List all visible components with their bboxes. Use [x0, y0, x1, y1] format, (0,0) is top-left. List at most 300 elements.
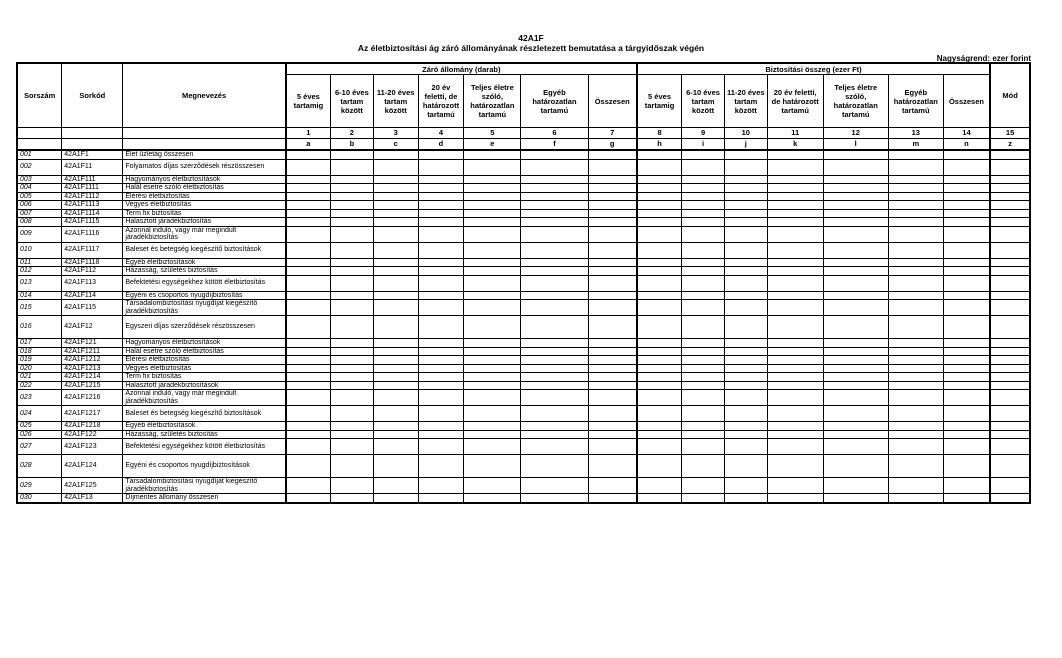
data-cell — [888, 373, 943, 382]
data-cell — [724, 455, 767, 478]
data-cell — [888, 226, 943, 242]
group-header-biztositasi-osszeg: Biztosítási összeg (ezer Ft) — [637, 63, 990, 75]
data-cell — [888, 339, 943, 348]
data-cell — [418, 209, 464, 218]
data-cell — [588, 339, 637, 348]
data-cell — [521, 184, 588, 193]
row-number: 027 — [17, 439, 62, 455]
col-letter: z — [990, 139, 1030, 151]
col-header-allomany-6: Egyéb határozatlan tartamú — [521, 75, 588, 128]
data-cell — [286, 226, 331, 242]
data-cell — [767, 184, 823, 193]
data-cell — [682, 439, 725, 455]
data-cell — [682, 226, 725, 242]
data-cell — [521, 347, 588, 356]
data-cell — [943, 184, 990, 193]
data-cell — [637, 356, 682, 365]
row-name: Elérési életbiztosítás — [123, 356, 286, 365]
data-cell — [637, 150, 682, 159]
data-cell — [286, 478, 331, 494]
data-cell — [888, 192, 943, 201]
row-number: 011 — [17, 258, 62, 267]
data-cell — [286, 339, 331, 348]
data-cell — [373, 300, 418, 316]
data-cell — [724, 439, 767, 455]
row-number: 025 — [17, 422, 62, 431]
data-cell — [990, 275, 1030, 291]
table-row — [17, 478, 1030, 494]
data-cell — [521, 300, 588, 316]
row-code: 42A1F1111 — [62, 184, 123, 193]
row-name: Halasztott járadékbiztosítás — [123, 218, 286, 227]
row-code: 42A1F1216 — [62, 390, 123, 406]
data-cell — [943, 364, 990, 373]
data-cell — [767, 218, 823, 227]
table-row — [17, 201, 1030, 210]
table-row — [17, 267, 1030, 276]
data-cell — [767, 381, 823, 390]
col-header-osszeg-3: 11-20 éves tartam között — [724, 75, 767, 128]
data-cell — [637, 175, 682, 184]
data-cell — [373, 258, 418, 267]
data-cell — [888, 275, 943, 291]
row-number: 009 — [17, 226, 62, 242]
data-cell — [418, 267, 464, 276]
data-cell — [767, 316, 823, 339]
row-name: Befektetési egységekhez kötött életbiztosítás — [123, 439, 286, 455]
data-cell — [331, 291, 374, 300]
data-cell — [943, 150, 990, 159]
data-cell — [767, 422, 823, 431]
col-letter: f — [521, 139, 588, 151]
col-header-allomany-3: 11-20 éves tartam között — [373, 75, 418, 128]
col-letter: i — [682, 139, 725, 151]
data-cell — [418, 242, 464, 258]
data-cell — [823, 494, 888, 503]
row-number: 012 — [17, 267, 62, 276]
data-cell — [286, 390, 331, 406]
data-cell — [418, 430, 464, 439]
data-cell — [682, 209, 725, 218]
table-row — [17, 430, 1030, 439]
col-letter: a — [286, 139, 331, 151]
data-cell — [588, 275, 637, 291]
data-cell — [767, 159, 823, 175]
data-cell — [823, 275, 888, 291]
data-cell — [418, 494, 464, 503]
data-cell — [521, 439, 588, 455]
data-cell — [724, 390, 767, 406]
data-cell — [888, 347, 943, 356]
data-cell — [637, 430, 682, 439]
header-spacer-cell — [123, 128, 286, 139]
data-cell — [823, 422, 888, 431]
data-cell — [331, 267, 374, 276]
data-cell — [767, 150, 823, 159]
data-cell — [464, 381, 521, 390]
data-cell — [286, 439, 331, 455]
table-row — [17, 364, 1030, 373]
table-row — [17, 226, 1030, 242]
data-cell — [521, 422, 588, 431]
row-name: Egyéb életbiztosítások — [123, 422, 286, 431]
data-cell — [418, 364, 464, 373]
data-cell — [331, 390, 374, 406]
data-cell — [724, 175, 767, 184]
data-cell — [373, 201, 418, 210]
row-name: Egyéni és csoportos nyugdíjbiztosítás — [123, 291, 286, 300]
data-cell — [521, 150, 588, 159]
data-cell — [331, 192, 374, 201]
table-row — [17, 159, 1030, 175]
data-cell — [767, 406, 823, 422]
data-cell — [521, 455, 588, 478]
col-header-mod: Mód — [990, 63, 1030, 128]
data-cell — [990, 300, 1030, 316]
data-cell — [637, 218, 682, 227]
data-cell — [943, 175, 990, 184]
data-cell — [823, 291, 888, 300]
data-cell — [990, 316, 1030, 339]
data-cell — [767, 226, 823, 242]
data-cell — [588, 226, 637, 242]
col-header-allomany-2: 6-10 éves tartam között — [331, 75, 374, 128]
data-cell — [521, 356, 588, 365]
data-cell — [823, 258, 888, 267]
row-number: 028 — [17, 455, 62, 478]
table-row — [17, 150, 1030, 159]
data-cell — [943, 356, 990, 365]
row-name: Baleset és betegség kiegészítő biztosítások — [123, 406, 286, 422]
table-row — [17, 184, 1030, 193]
data-cell — [418, 159, 464, 175]
col-letter: g — [588, 139, 637, 151]
data-cell — [724, 494, 767, 503]
data-cell — [521, 258, 588, 267]
data-cell — [588, 300, 637, 316]
row-code: 42A1F123 — [62, 439, 123, 455]
data-cell — [588, 184, 637, 193]
data-cell — [464, 275, 521, 291]
data-cell — [943, 494, 990, 503]
col-header-allomany-4: 20 év feletti, de határozott tartamú — [418, 75, 464, 128]
data-cell — [767, 339, 823, 348]
data-cell — [331, 258, 374, 267]
data-cell — [990, 373, 1030, 382]
row-code: 42A1F12 — [62, 316, 123, 339]
col-number: 12 — [823, 128, 888, 139]
col-number: 10 — [724, 128, 767, 139]
data-cell — [331, 300, 374, 316]
data-cell — [943, 258, 990, 267]
header-spacer-cell — [62, 139, 123, 151]
data-cell — [418, 478, 464, 494]
data-cell — [990, 339, 1030, 348]
data-cell — [637, 184, 682, 193]
data-cell — [521, 316, 588, 339]
data-cell — [331, 356, 374, 365]
data-cell — [990, 406, 1030, 422]
data-cell — [286, 316, 331, 339]
data-cell — [331, 184, 374, 193]
data-cell — [943, 406, 990, 422]
data-cell — [373, 192, 418, 201]
data-cell — [373, 242, 418, 258]
data-cell — [767, 192, 823, 201]
data-cell — [823, 390, 888, 406]
data-cell — [637, 267, 682, 276]
data-cell — [521, 201, 588, 210]
data-cell — [637, 381, 682, 390]
data-cell — [888, 390, 943, 406]
data-cell — [823, 406, 888, 422]
data-cell — [990, 494, 1030, 503]
data-cell — [464, 291, 521, 300]
data-cell — [823, 242, 888, 258]
data-cell — [331, 381, 374, 390]
data-cell — [724, 300, 767, 316]
table-row — [17, 258, 1030, 267]
data-cell — [418, 339, 464, 348]
data-cell — [464, 184, 521, 193]
data-cell — [682, 159, 725, 175]
data-cell — [286, 291, 331, 300]
data-cell — [286, 381, 331, 390]
table-row — [17, 175, 1030, 184]
data-cell — [637, 494, 682, 503]
header-spacer-cell — [62, 128, 123, 139]
data-cell — [823, 150, 888, 159]
data-cell — [823, 209, 888, 218]
data-cell — [464, 159, 521, 175]
data-cell — [521, 267, 588, 276]
col-letter: k — [767, 139, 823, 151]
data-cell — [724, 347, 767, 356]
data-cell — [286, 209, 331, 218]
data-cell — [373, 381, 418, 390]
row-number: 030 — [17, 494, 62, 503]
data-cell — [588, 494, 637, 503]
data-cell — [823, 316, 888, 339]
data-cell — [418, 150, 464, 159]
data-cell — [331, 373, 374, 382]
data-cell — [888, 175, 943, 184]
data-cell — [521, 242, 588, 258]
col-header-osszeg-6: Egyéb határozatlan tartamú — [888, 75, 943, 128]
data-cell — [418, 316, 464, 339]
data-cell — [682, 494, 725, 503]
data-cell — [990, 267, 1030, 276]
col-letter: d — [418, 139, 464, 151]
data-cell — [588, 242, 637, 258]
row-name: Társadalombiztosítási nyugdíjat kiegészítő járadékbiztosítás — [123, 300, 286, 316]
data-cell — [724, 226, 767, 242]
col-number: 2 — [331, 128, 374, 139]
row-name: Hagyományos életbiztosítások — [123, 175, 286, 184]
data-cell — [331, 455, 374, 478]
data-cell — [943, 300, 990, 316]
data-cell — [682, 381, 725, 390]
data-cell — [724, 373, 767, 382]
data-cell — [464, 406, 521, 422]
col-number: 11 — [767, 128, 823, 139]
row-code: 42A1F1211 — [62, 347, 123, 356]
data-cell — [418, 381, 464, 390]
row-code: 42A1F1217 — [62, 406, 123, 422]
data-cell — [464, 175, 521, 184]
data-cell — [464, 192, 521, 201]
data-cell — [943, 275, 990, 291]
data-cell — [373, 439, 418, 455]
data-cell — [464, 242, 521, 258]
row-number: 019 — [17, 356, 62, 365]
table-row — [17, 356, 1030, 365]
data-cell — [418, 439, 464, 455]
table-row — [17, 339, 1030, 348]
data-cell — [990, 175, 1030, 184]
data-cell — [943, 192, 990, 201]
data-cell — [286, 192, 331, 201]
row-name: Term fix biztosítás — [123, 373, 286, 382]
data-cell — [464, 390, 521, 406]
data-cell — [943, 201, 990, 210]
data-cell — [823, 478, 888, 494]
data-cell — [888, 201, 943, 210]
row-name: Folyamatos díjas szerződések részösszesen — [123, 159, 286, 175]
row-name: Házasság, születés biztosítás — [123, 430, 286, 439]
data-cell — [823, 218, 888, 227]
data-cell — [767, 275, 823, 291]
row-name: Hagyományos életbiztosítások — [123, 339, 286, 348]
data-cell — [331, 316, 374, 339]
data-cell — [286, 494, 331, 503]
col-header-osszeg-2: 6-10 éves tartam között — [682, 75, 725, 128]
data-cell — [682, 242, 725, 258]
data-cell — [373, 159, 418, 175]
data-cell — [373, 275, 418, 291]
data-cell — [331, 201, 374, 210]
data-cell — [990, 356, 1030, 365]
row-number: 008 — [17, 218, 62, 227]
data-cell — [724, 430, 767, 439]
data-cell — [418, 300, 464, 316]
data-cell — [888, 184, 943, 193]
data-cell — [682, 422, 725, 431]
col-header-allomany-1: 5 éves tartamig — [286, 75, 331, 128]
row-number: 007 — [17, 209, 62, 218]
data-cell — [373, 422, 418, 431]
data-cell — [888, 455, 943, 478]
data-cell — [588, 347, 637, 356]
row-name: Befektetési egységekhez kötött életbiztosítás — [123, 275, 286, 291]
data-cell — [637, 300, 682, 316]
data-cell — [990, 184, 1030, 193]
row-code: 42A1F1116 — [62, 226, 123, 242]
data-cell — [823, 300, 888, 316]
data-cell — [823, 184, 888, 193]
data-cell — [682, 218, 725, 227]
data-cell — [331, 175, 374, 184]
data-cell — [464, 201, 521, 210]
data-cell — [682, 150, 725, 159]
unit-label: Nagyságrend: ezer forint — [936, 54, 1031, 63]
data-cell — [588, 218, 637, 227]
data-cell — [373, 226, 418, 242]
row-number: 002 — [17, 159, 62, 175]
col-letter: e — [464, 139, 521, 151]
data-cell — [464, 150, 521, 159]
data-cell — [286, 373, 331, 382]
row-name: Halál esetre szóló életbiztosítás — [123, 184, 286, 193]
data-cell — [682, 267, 725, 276]
data-cell — [418, 390, 464, 406]
data-cell — [823, 373, 888, 382]
data-cell — [943, 339, 990, 348]
col-header-osszeg-7: Összesen — [943, 75, 990, 128]
row-code: 42A1F1213 — [62, 364, 123, 373]
data-cell — [724, 209, 767, 218]
data-cell — [373, 356, 418, 365]
data-cell — [682, 175, 725, 184]
data-cell — [286, 159, 331, 175]
table-row — [17, 242, 1030, 258]
col-number: 14 — [943, 128, 990, 139]
data-cell — [724, 356, 767, 365]
data-cell — [888, 242, 943, 258]
data-cell — [682, 347, 725, 356]
data-cell — [682, 339, 725, 348]
data-cell — [588, 175, 637, 184]
data-cell — [888, 364, 943, 373]
data-cell — [724, 258, 767, 267]
col-header-osszeg-1: 5 éves tartamig — [637, 75, 682, 128]
data-cell — [637, 422, 682, 431]
row-code: 42A1F1 — [62, 150, 123, 159]
col-header-osszeg-5: Teljes életre szóló, határozatlan tartamú — [823, 75, 888, 128]
data-cell — [943, 430, 990, 439]
data-cell — [724, 184, 767, 193]
data-cell — [888, 159, 943, 175]
row-number: 029 — [17, 478, 62, 494]
data-cell — [767, 373, 823, 382]
data-cell — [286, 300, 331, 316]
data-cell — [521, 373, 588, 382]
data-cell — [373, 364, 418, 373]
data-cell — [521, 291, 588, 300]
col-number: 13 — [888, 128, 943, 139]
data-cell — [637, 439, 682, 455]
data-cell — [286, 218, 331, 227]
row-code: 42A1F1112 — [62, 192, 123, 201]
data-cell — [286, 430, 331, 439]
data-cell — [286, 347, 331, 356]
header-spacer-cell — [17, 128, 62, 139]
data-cell — [588, 381, 637, 390]
row-number: 001 — [17, 150, 62, 159]
col-letter: h — [637, 139, 682, 151]
row-name: Egyszeri díjas szerződések részösszesen — [123, 316, 286, 339]
data-cell — [767, 300, 823, 316]
data-cell — [521, 406, 588, 422]
data-cell — [888, 356, 943, 365]
data-cell — [943, 478, 990, 494]
data-cell — [464, 339, 521, 348]
row-number: 022 — [17, 381, 62, 390]
row-number: 010 — [17, 242, 62, 258]
data-cell — [637, 242, 682, 258]
table-row — [17, 406, 1030, 422]
data-cell — [637, 159, 682, 175]
